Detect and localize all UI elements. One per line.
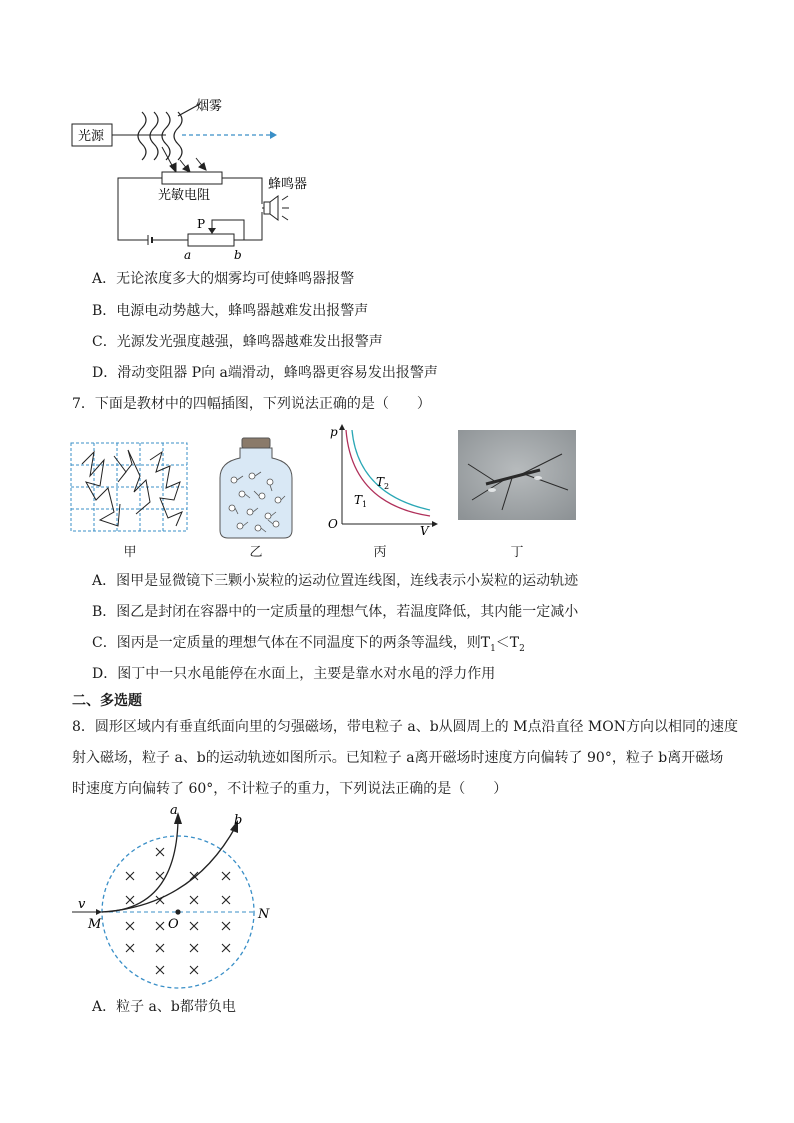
t1-label: $T_1$ bbox=[354, 493, 368, 509]
light-arrows bbox=[162, 147, 206, 172]
magnetic-field-diagram bbox=[72, 800, 302, 992]
q6-option-b: B．电源电动势越大，蜂鸣器越难发出报警声 bbox=[92, 303, 369, 319]
label-o: O bbox=[168, 917, 179, 932]
figure-ding-water-strider-photo bbox=[458, 430, 576, 520]
label-n: N bbox=[258, 907, 270, 922]
end-a-label: a bbox=[184, 248, 192, 262]
center-o bbox=[175, 909, 180, 914]
trajectory-a bbox=[102, 820, 178, 912]
q7-option-b: B．图乙是封闭在容器中的一定质量的理想气体，若温度降低，其内能一定减小 bbox=[92, 604, 579, 620]
smoke-waves bbox=[138, 104, 200, 160]
photoresistor-label: 光敏电阻 bbox=[158, 188, 211, 203]
rheostat bbox=[188, 234, 234, 246]
smoke-label: 烟雾 bbox=[196, 99, 223, 114]
q6-option-a: A．无论浓度多大的烟雾均可使蜂鸣器报警 bbox=[92, 271, 355, 287]
isotherm-t2 bbox=[352, 430, 430, 510]
q7-stem: 7．下面是教材中的四幅插图，下列说法正确的是（ ） bbox=[72, 396, 431, 412]
q6-option-d: D．滑动变阻器 P向 a端滑动，蜂鸣器更容易发出报警声 bbox=[92, 365, 438, 381]
figure-bing-pv-graph bbox=[322, 424, 438, 536]
q6-option-c: C．光源发光强度越强，蜂鸣器越难发出报警声 bbox=[92, 334, 383, 350]
origin-label: O bbox=[328, 517, 338, 531]
label-v: v bbox=[78, 897, 86, 912]
end-b-label: b bbox=[234, 248, 242, 262]
q8-option-a: A．粒子 a、b都带负电 bbox=[92, 999, 236, 1015]
q7-option-c: C．图丙是一定质量的理想气体在不同温度下的两条等温线，则$T_1<T_2$ bbox=[92, 635, 525, 654]
caption-ding: 丁 bbox=[510, 545, 524, 560]
caption-bing: 丙 bbox=[373, 545, 387, 560]
figure-yi-jar bbox=[218, 436, 294, 540]
q8-stem-line1: 8．圆形区域内有垂直纸面向里的匀强磁场，带电粒子 a、b从圆周上的 M点沿直径 MON方向以相同的速度 bbox=[72, 719, 738, 735]
q7-option-a: A．图甲是显微镜下三颗小炭粒的运动位置连线图，连线表示小炭粒的运动轨迹 bbox=[92, 573, 579, 589]
buzzer-label: 蜂鸣器 bbox=[268, 177, 308, 192]
caption-yi: 乙 bbox=[249, 545, 263, 560]
label-m: M bbox=[88, 917, 102, 932]
circuit-diagram bbox=[70, 92, 330, 262]
q8-stem-line2: 射入磁场，粒子 a、b的运动轨迹如图所示。已知粒子 a离开磁场时速度方向偏转了 90°，粒子 b离开磁场 bbox=[72, 750, 724, 766]
buzzer bbox=[264, 196, 289, 220]
label-a: a bbox=[170, 803, 178, 818]
light-source-label: 光源 bbox=[78, 129, 105, 144]
axis-v-label: V bbox=[420, 524, 429, 536]
t2-label: $T_2$ bbox=[376, 475, 390, 491]
figure-jia-brownian bbox=[70, 442, 190, 534]
section-title: 二、多选题 bbox=[72, 693, 142, 709]
slider-label: P bbox=[197, 217, 206, 231]
q8-stem-line3: 时速度方向偏转了 60°，不计粒子的重力，下列说法正确的是（ ） bbox=[72, 781, 508, 797]
photoresistor bbox=[162, 172, 222, 184]
caption-jia: 甲 bbox=[123, 545, 137, 560]
label-b: b bbox=[234, 813, 243, 828]
axis-p-label: p bbox=[330, 425, 338, 439]
q7-option-d: D．图丁中一只水黾能停在水面上，主要是靠水对水黾的浮力作用 bbox=[92, 666, 496, 682]
